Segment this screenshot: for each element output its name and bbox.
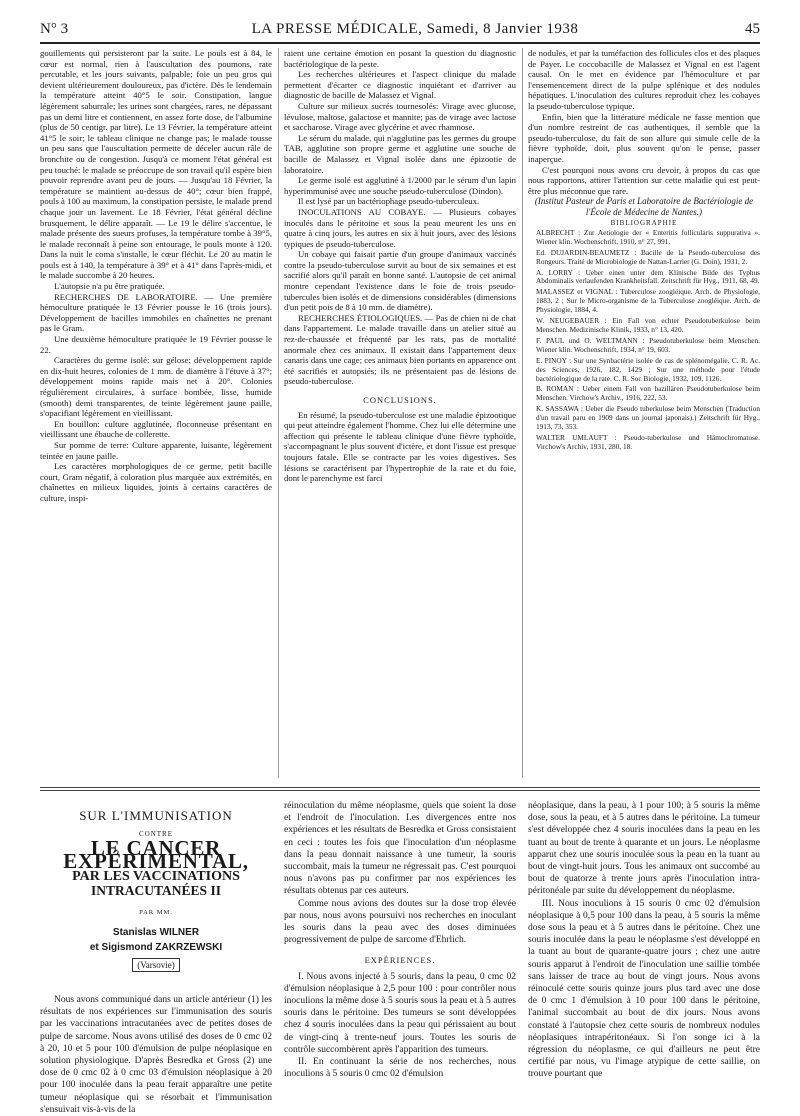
paragraph: Un cobaye qui faisait partie d'un groupe d'animaux vaccinés contre la pseudo-tuberculose survit au bout de six semaines et est sacrifié alors qu'il paraît en bonne santé. L'autopsie de cet animal montre cependant l'existence dans le foie de trois pseudo-tubercules bien isolés et de dimensions considérables (dimensions d'un petit pois de 8 à 10 mm. de diamètre). [284,249,516,313]
article-title: LE CANCER EXPÉRIMENTAL, [63,836,249,873]
lower-column-1-body [40,994,272,1116]
title-line-intracutanees: INTRACUTANÉES II [91,883,221,899]
paragraph: Sur pomme de terre: Culture apparente, luisante, légèrement teintée en jaune paille. [40,439,272,461]
bibliography-entry: B. ROMAN : Ueber einem Fall von bazillären Pseudotuberkulose beim Menschen. Virchow's Archiv., 1916, 222, 53. [536,384,760,403]
bibliography-entry: W. NEUGEBAUER : Ein Fall von echter Pseudotuberkulose beim Menschen. Medizinische Klinik, 1933, n° 13, 420. [536,316,760,334]
byline-par: PAR MM. [139,909,173,917]
bibliography-entry: E. PINOY : Sur une Synbactérie isolée de cas de splénomégalie. C. R. Ac. des Sciences, 1926, 182, 1429 ; Sur une méthode pour l'étude bactériologique de la rate. C. R. Soc Biologie, 1932, 109, 1126. [536,355,760,383]
lower-column-1 [40,800,272,1115]
paragraph: L'autopsie n'a pu être pratiquée. [54,281,165,292]
article-title-block [40,810,272,972]
paragraph: néoplasique, dans la peau, à 1 pour 100; à 5 souris la même dose, sous la peau, et à 5 autres dans le péritoine. La tumeur s'est développée chez 4 souris inoculées dans la peau en les tuant au bout de trente à quarante et un jours. Le néoplasme apparut chez une souris inoculée sous la peau en la tuant au bout de vingt-huit jours. Tous les animaux ont succombé au bout de quatorze à trente jours après l'inoculation intra-péritonéale par suite du développement du néoplasme. [528,801,760,897]
author-2: et Sigismond ZAKRZEWSKI [89,941,223,953]
paragraph: Nous avons communiqué dans un article antérieur (1) les résultats de nos expériences sur l'immunisation des souris par les vaccinations intracutanées avec de petites doses de pulpe de sarcome. Nous avons utilisé des doses de 0 cmc 02 à 20, 10 et 5 pour 100 d'émulsion de pulpe néoplasique en solution physiologique. D'après Besredka et Gross (2) une dose de 0 cmc 02 à 0 cmc 03 d'émulsion néoplasique à 20 pour 100 inoculée dans la peau ferait apparaître une petite tumeur néoplasique qui se résorbait et l'immunisation s'ensuivait vis-à-vis de la [40,995,272,1115]
paragraph: gouillements qui persisteront par la suite. Le pouls est à 84, le cœur est normal, rien à l'auscultation des poumons, rate percutable, et les jours suivants, palpable; foie un peu gros qui devient ultérieurement douloureux, pas d'ictère. Dès le lendemain la température atteint 40°5 le soir. Constipation, langue légèrement saburrale; les urines sont chargées, rares, ne dépassant pas un demi litre et contiennent, en assez forte dose, de l'albumine (plus de 50 centigr. par litre). Le 13 Février, la température atteint 41°5 le soir; le tableau clinique ne change pas; le malade tousse un peu sans que l'auscultation permette de déceler aucun râle de bronchite ou de congestion. Jusqu'à ce moment l'état général est peu touché: le malade se préoccupe de son travail qu'il espère bien pouvoir reprendre avant peu de jours. — Jusqu'au 18 Février, la température se maintient au-dessus de 40°; cœur bien frappé, pouls à 100 au maximum, la constipation persiste, le malade prend chaque jour un lavement. Le 18 Février, l'état général décline brusquement, le délire apparaît. — Le 19 le délire s'accentue, le malade présente des sueurs profuses, la température tombe à 39°5, le malade reconnaît à peine son entourage, le pouls monte à 120. Dans la nuit le coma s'installe, le cœur fléchit. Le 20 au matin le pouls est à 140, la température à 39° et à 41° dans l'après-midi, et le malade succombe à 20 heures. [40,48,272,281]
page-header [40,16,760,44]
paragraph: Les recherches ultérieures et l'aspect clinique du malade permettent d'écarter ce diagnostic inquiétant et d'arriver au diagnostic de bacille de Malassez et Vignal. [284,69,516,101]
paragraph: C'est pourquoi nous avons cru devoir, à propos du cas que nous rapportons, attirer l'attention sur cette maladie qui est peut-être plus méconnue que rare. [528,164,760,196]
bibliography-entry: ALBRECHT : Zur Aetiologie der « Enteritis follicularis suppurativa ». Wiener klin. Wochenschrift, 1910, n° 27, 991. [536,227,760,246]
paragraph: RECHERCHES DE LABORATOIRE. — Une première hémoculture pratiquée le 13 Février pousse le 16 (trois jours). Développement de bacilles immobiles en chaînettes ne prenant pas le Gram. [40,291,272,334]
author-city: (Varsovie) [132,958,180,972]
institution-credit: (Institut Pasteur de Paris et Laboratoire de Bactériologie de l'École de Médecine de Nantes.) [534,196,754,218]
section-title-experiences: EXPÉRIENCES. [364,955,436,966]
paragraph: Comme nous avions des doutes sur la dose trop élevée par nous, nous avons poursuivi nos recherches en inoculant les souris dans la peau avec des doses diminuées progressivement de pulpe de sarcome d'Ehrlich. [284,898,516,946]
paragraph: Enfin, bien que la littérature médicale ne fasse mention que d'un nombre restreint de cas authentiques, il semble que la pseudo-tuberculose, du fait de son allure qui simule celle de la fièvre typhoïde, doit, plus souvent qu'on le pense, passer inaperçue. [528,111,760,164]
paragraph: III. Nous inoculions à 15 souris 0 cmc 02 d'émulsion néoplasique à 0,5 pour 100 dans la peau, à 5 souris la même dose sous la peau et à 5 autres dans le péritoine. Chez une souris inoculée dans la peau le néoplasme s'est développé en la tuant au bout de quarante-quatre jours ; chez une autre souris apparut à l'endroit de l'inoculation une saillie tombée sans laisser de trace au bout de vingt jours. Nous avons réinoculé cette souris quinze jours plus tard avec une dose de 0 cmc 1 d'émulsion à 10 pour 100 dans le péritoine, l'animal succombait au bout de dix jours. Nous avons constaté à l'autopsie chez cette souris de nombreux nodules néoplasiques intrapéritonéaux. Si l'on songe ici à la régression du néoplasme, ce qui d'ailleurs ne peut être certifié par nous, vu l'image atypique de cette saillie, on trouve pourtant que [528,898,760,1080]
paragraph: Il est lysé par un bactériophage pseudo-tuberculeux. [298,196,480,207]
section-title-conclusions: CONCLUSIONS. [363,395,437,405]
paragraph: Culture sur milieux sucrés tournesolés: Virage avec glucose, lévulose, maltose, galactose et mannite; pas de virage avec lactose et saccharose. Virage avec glycérine et avec rhamnose. [284,100,516,133]
page-number: 45 [745,20,760,37]
journal-title: LA PRESSE MÉDICALE, Samedi, 8 Janvier 1938 [251,20,579,37]
lower-column-2 [284,800,516,1080]
lower-column-3 [528,800,760,1080]
upper-column-2 [284,48,516,783]
title-line-sur: SUR L'IMMUNISATION [79,808,233,823]
bibliography-entry: F. PAUL und O. WELTMANN : Pseudotuberkulose beim Menschen. Wiener klin. Wochenschrift, 1934, n° 19, 603. [536,335,760,354]
column-rule [278,48,279,778]
author-1: Stanislas WILNER [112,927,200,939]
title-line-vaccinations: PAR LES VACCINATIONS [72,868,240,884]
paragraph: En bouillon: culture agglutinée, floconneuse présentant en vieillissant une ébauche de collerette. [40,418,272,440]
section-divider [40,787,760,788]
paragraph: raient une certaine émotion en posant la question du diagnostic bactériologique de la peste. [284,48,516,69]
issue-number: N° 3 [40,20,69,37]
upper-column-1 [40,48,272,783]
section-divider [40,790,760,791]
bibliography-title: BIBLIOGRAPHIE [610,219,678,228]
paragraph: de nodules, et par la tuméfaction des follicules clos et des plaques de Payer. Le coccobacille de Malassez et Vignal en est l'agent causal. On le met en évidence par l'hémoculture et par l'ensemencement direct de la pulpe splénique et des nodules hépatiques. L'inoculation des cultures reproduit chez les cobayes la pseudo-tuberculose typique. [528,48,760,111]
paragraph: Le germe isolé est agglutiné à 1/2000 par le sérum d'un lapin hyperimmunisé avec une souche pseudo-tuberculose (Dindon). [284,175,516,196]
paragraph: Le sérum du malade, qui n'agglutine pas les germes du groupe TAB, agglutine son propre germe et agglutine une souche de bacille de Malassez et Vignal isolée dans une épizootie de laboratoire. [284,132,516,175]
paragraph: I. Nous avons injecté à 5 souris, dans la peau, 0 cmc 02 d'émulsion néoplasique à 2,5 pour 100 : pour contrôler nous inoculions la même dose à 5 souris sous la peau et à 5 autres souris dans le péritoine. Des tumeurs se sont développées chez 4 souris inoculées dans la peau qui périssaient au bout de vingt-cinq à trente-neuf jours. Toutes les souris de contrôle succombèrent après l'apparition des tumeurs. [284,971,516,1055]
title-line-contre: CONTRE [139,830,173,839]
paragraph: En résumé, la pseudo-tuberculose est une maladie épizootique qui peut atteindre également l'homme. Chez lui elle détermine une affection qui présente le tableau clinique d'une fièvre typhoïde, s'accompagnant le plus souvent d'ictère, et dont l'issue est presque toujours fatale. Elle se contracte par les voies digestives. Ses lésions se caractérisent par l'hypertrophie de la rate et du foie, dont le parenchyme est farci [284,409,516,484]
column-rule [522,48,523,778]
upper-column-3 [528,48,760,783]
paragraph: II. En continuant la série de nos recherches, nous inoculions à 5 souris 0 cmc 02 d'émulsion [284,1057,516,1080]
bibliography-entry: K. SASSAWA : Ueber die Pseudo tuberkulose beim Menschen (Traduction d'un travail paru en 1909 dans un journal japonais).) Zeitschrift für Hyg., 1913, 73, 353. [536,404,760,432]
paragraph: INOCULATIONS AU COBAYE. — Plusieurs cobayes inoculés dans le péritoine et sous la peau meurent les uns en quatre à cinq jours, les autres en six à huit jours, avec des lésions typiques de pseudo-tuberculose. [284,206,516,249]
paragraph: Les caractères morphologiques de ce germe, petit bacille court, Gram négatif, à coloration plus marquée aux extrémités, en chaînettes en milieux liquides, joints à certains caractères de culture, inspi- [40,461,272,503]
paragraph: réinoculation du même néoplasme, quels que soient la dose et l'endroit de l'inoculation. Les divergences entre nos expériences et les résultats de Besredka et Gross consistaient en ceci : toutes les fois que l'inoculation d'un néoplasme dans la peau donnait naissance à une tumeur, la souris succombait, mais la tumeur ne régressait pas. C'est pourquoi nous n'avons pas pu confirmer par nos expériences les résultats obtenus par ces auteurs. [284,801,516,897]
bibliography-entry: A. LORRY : Ueber einen unter dem Klinische Bilde des Typhus Abdominalis verlaufenden Krankheitsfall. Zeitschrift für Hyg., 1911, 68, 49. [536,267,760,286]
bibliography-entry: Ed. DUJARDIN-BEAUMETZ : Bacille de la Pseudo-tuberculose des Rongeurs. Traité de Microbiologie de Nattan-Larrier (G. Doin), 1931, 2. [536,247,760,266]
bibliography-entry: MALASSEZ et VIGNAL : Tuberculose zoogléique. Arch. de Physiologie, 1883, 2 ; Sur le Micro-organisme de la Tuberculose zoogléique. Arch. de Physiologie, 1884, 4. [536,287,760,315]
paragraph: Une deuxième hémoculture pratiquée le 19 Février pousse le 22. [40,334,272,355]
bibliography-entry: WALTER UMLAUFT : Pseudo-tuberkulose und Hämochromatose. Virchow's Archiv, 1931, 280, 18. [536,432,760,451]
paragraph: RECHERCHES ÉTIOLOGIQUES. — Pas de chien ni de chat dans l'appartement. Le malade travaille dans un atelier situé au rez-de-chaussée et fréquenté par les rats, pas de mortalité anormale chez ces animaux. Il existait dans l'appartement deux canaris dans une cage; ces animaux bien portants en apparence ont été sacrifiés et autopsiés; ils ne présentaient pas de lésions de pseudo-tuberculose. [284,312,516,387]
paragraph: Caractères du germe isolé: sur gélose: développement rapide en dix-huit heures, colonies de 1 mm. de diamètre à l'étuve à 37°; développement moins rapide mais net à 20°. Colonies régulièrement circulaires, à surface bombée, lisse, humide (smooth) demi transparentes, de teinte légèrement jaune paille, s'opacifiant légèrement en vieillissant. [40,355,272,419]
